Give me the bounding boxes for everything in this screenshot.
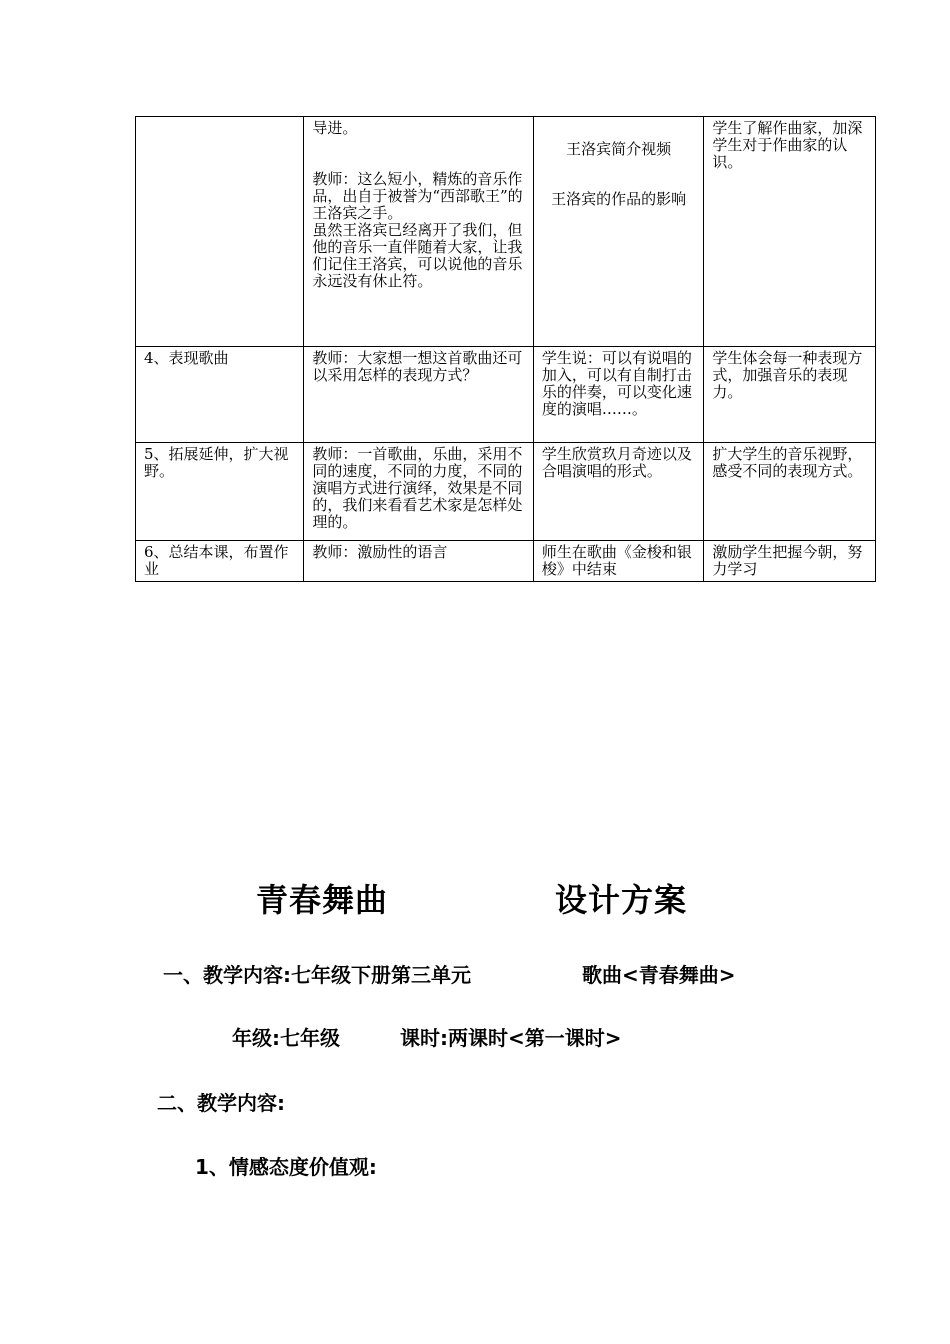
grade-line: 年级:七年级	[232, 1026, 340, 1050]
cell-paragraph: 王洛宾简介视频	[566, 140, 672, 158]
doc-title-right: 设计方案	[555, 881, 688, 919]
table-cell-intent: 激励学生把握今朝，努力学习	[704, 541, 876, 582]
table-cell-intent: 学生了解作曲家，加深学生对于作曲家的认识。	[704, 117, 876, 347]
subsection-heading: 1、情感态度价值观:	[195, 1155, 377, 1179]
table-cell-intent: 学生体会每一种表现方式，加强音乐的表现力。	[704, 347, 876, 443]
table-cell-intent: 扩大学生的音乐视野，感受不同的表现方式。	[704, 443, 876, 541]
lesson-plan-table	[135, 116, 876, 582]
table-cell-step: 5、拓展延伸，扩大视野。	[136, 443, 304, 541]
content-line-right: 歌曲<青春舞曲>	[582, 963, 736, 987]
table-cell-step: 6、总结本课，布置作业	[136, 541, 304, 582]
table-cell-student-activity	[533, 117, 704, 347]
table-cell-teacher-activity	[304, 117, 534, 347]
table-cell-teacher-activity: 教师：激励性的语言	[304, 541, 534, 582]
table-row	[136, 443, 876, 541]
section-heading: 二、教学内容:	[157, 1091, 285, 1115]
cell-paragraph: 虽然王洛宾已经离开了我们，但他的音乐一直伴随着大家，让我们记住王洛宾，可以说他的音乐永远没有休止符。	[312, 221, 523, 290]
cell-paragraph: 王洛宾的作品的影响	[551, 190, 687, 208]
table-cell-student-activity: 学生欣赏玖月奇迹以及合唱演唱的形式。	[533, 443, 704, 541]
cell-paragraph: 导进。	[312, 119, 358, 137]
table-cell-student-activity: 学生说：可以有说唱的加入，可以有自制打击乐的伴奏，可以变化速度的演唱……。	[533, 347, 704, 443]
table-cell-teacher-activity: 教师：一首歌曲，乐曲，采用不同的速度，不同的力度，不同的演唱方式进行演绎，效果是不同的，我们来看看艺术家是怎样处理的。	[304, 443, 534, 541]
table-row	[136, 117, 876, 347]
period-line: 课时:两课时<第一课时>	[400, 1026, 622, 1050]
table-row	[136, 541, 876, 582]
table-cell-teacher-activity: 教师：大家想一想这首歌曲还可以采用怎样的表现方式？	[304, 347, 534, 443]
table-cell-student-activity: 师生在歌曲《金梭和银梭》中结束	[533, 541, 704, 582]
table-cell-step	[136, 117, 304, 347]
table-row	[136, 347, 876, 443]
content-line-left: 一、教学内容:七年级下册第三单元	[163, 963, 471, 987]
table-cell-step: 4、表现歌曲	[136, 347, 304, 443]
doc-title-left: 青春舞曲	[256, 881, 389, 919]
cell-paragraph: 教师：这么短小，精炼的音乐作品，出自于被誉为“西部歌王”的王洛宾之手。	[312, 170, 523, 222]
